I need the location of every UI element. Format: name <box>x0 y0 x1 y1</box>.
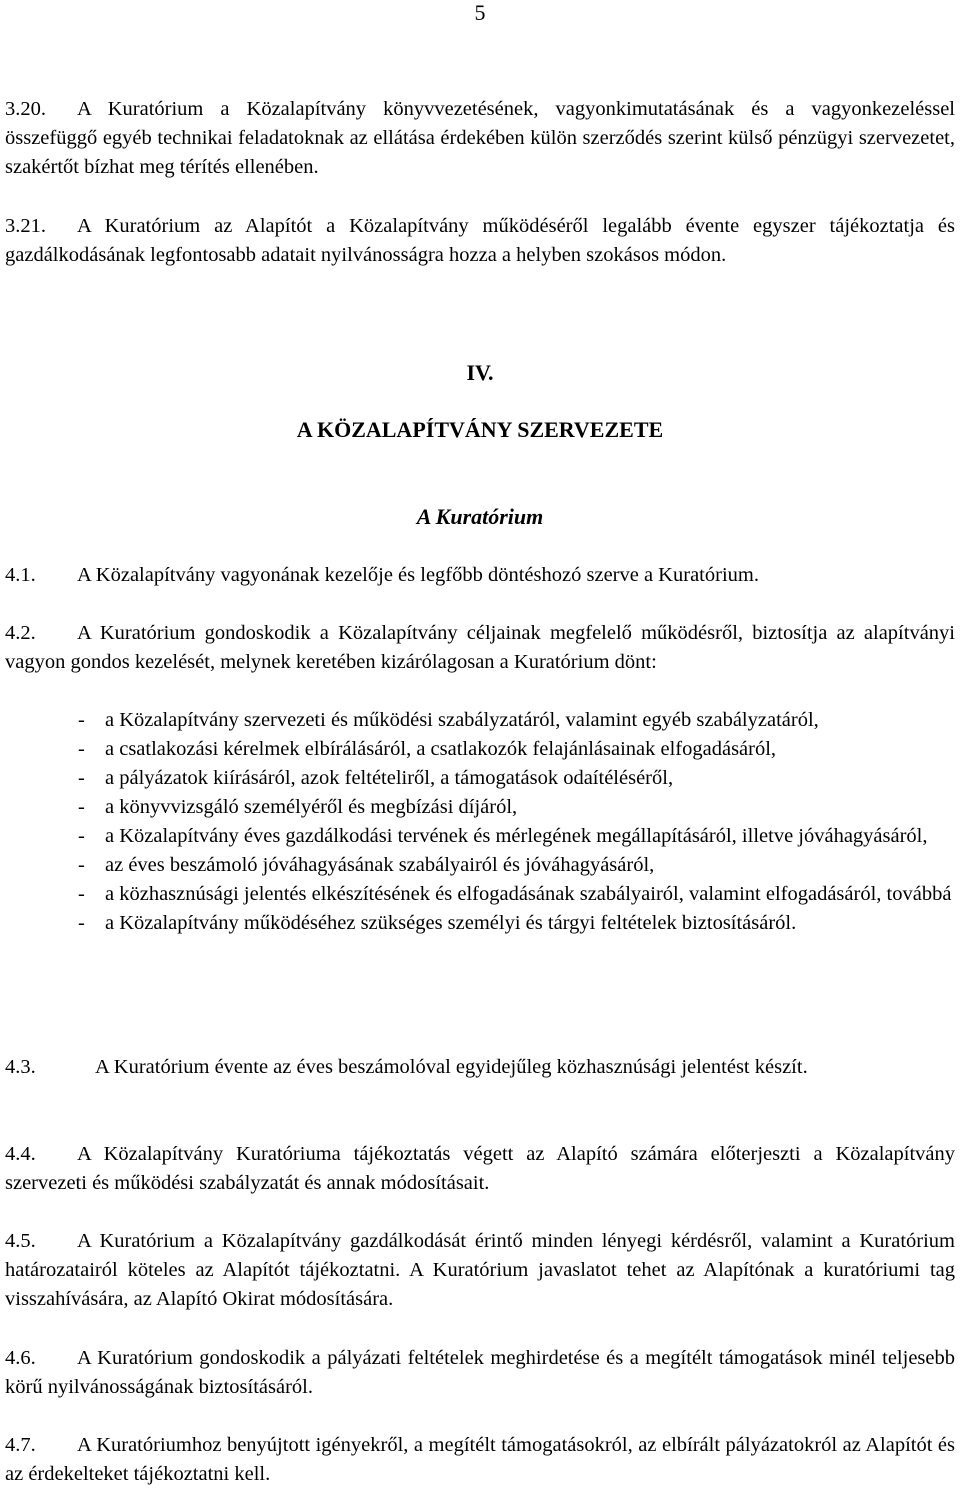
list-item <box>78 706 955 735</box>
list-dash: - <box>78 825 85 847</box>
paragraph-text: A Közalapítvány Kuratóriuma tájékoztatás végett az Alapító számára előterjeszti a Közalapítvány szervezeti és működési szabályzatát és annak módosításait. <box>5 1143 955 1194</box>
list-item-text: a Közalapítvány működéséhez szükséges személyi és tárgyi feltételek biztosításáról. <box>105 912 797 934</box>
paragraph-text: A Kuratórium gondoskodik a pályázati feltételek meghirdetése és a megítélt támogatások minél teljesebb körű nyilvánosságának biztosításáról. <box>5 1347 955 1398</box>
list-item <box>78 880 955 909</box>
list-item-text: a közhasznúsági jelentés elkészítésének és elfogadásának szabályairól, valamint elfogadásáról, továbbá <box>105 883 952 905</box>
paragraph-text: A Kuratóriumhoz benyújtott igényekről, a megítélt támogatásokról, az elbírált pályázatokról az Alapítót és az érdekelteket tájékoztatni kell. <box>5 1434 955 1485</box>
paragraph-4-5 <box>5 1227 955 1314</box>
paragraph-text: A Kuratórium az Alapítót a Közalapítvány működéséről legalább évente egyszer tájékoztatja és gazdálkodásának legfontosabb adatait nyilvánosságra hozza a helyben szokásos módon. <box>5 215 955 266</box>
section-subtitle: A Kuratórium <box>416 504 544 529</box>
list-item <box>78 909 955 938</box>
list-dash: - <box>78 767 85 789</box>
paragraph-number: 4.7. <box>5 1434 36 1456</box>
list-item <box>78 851 955 880</box>
list-item <box>78 764 955 793</box>
list-item <box>78 822 955 851</box>
list-item <box>78 735 955 764</box>
list-dash: - <box>78 796 85 818</box>
paragraph-number: 4.3. <box>5 1056 36 1078</box>
page-number: 5 <box>474 0 486 25</box>
list-item-text: a Közalapítvány szervezeti és működési szabályzatáról, valamint egyéb szabályzatáról, <box>105 709 819 731</box>
list-item-text: a csatlakozási kérelmek elbírálásáról, a csatlakozók felajánlásainak elfogadásáról, <box>105 738 777 760</box>
list-item-text: az éves beszámoló jóváhagyásának szabályairól és jóváhagyásáról, <box>105 854 655 876</box>
list-dash: - <box>78 738 85 760</box>
list-item-text: a Közalapítvány éves gazdálkodási tervének és mérlegének megállapításáról, illetve jóváhagyásáról, <box>105 825 928 847</box>
list-dash: - <box>78 912 85 934</box>
paragraph-3-20 <box>5 95 955 182</box>
paragraph-number: 3.21. <box>5 215 46 237</box>
paragraph-text: A Kuratórium gondoskodik a Közalapítvány céljainak megfelelő működésről, biztosítja az alapítványi vagyon gondos kezelését, melynek keretében kizárólagosan a Kuratórium dönt: <box>5 622 955 673</box>
paragraph-4-4 <box>5 1140 955 1198</box>
list-item-text: a könyvvizsgáló személyéről és megbízási díjáról, <box>105 796 518 818</box>
section-roman-numeral: IV. <box>466 360 494 385</box>
paragraph-3-21 <box>5 212 955 270</box>
list-item-text: a pályázatok kiírásáról, azok feltételiről, a támogatások odaítéléséről, <box>105 767 674 789</box>
paragraph-number: 4.6. <box>5 1347 36 1369</box>
decision-list <box>78 706 955 938</box>
list-item <box>78 793 955 822</box>
paragraph-4-1 <box>5 561 955 590</box>
paragraph-number: 4.2. <box>5 622 36 644</box>
paragraph-text: A Kuratórium a Közalapítvány gazdálkodását érintő minden lényegi kérdésről, valamint a Kuratórium határozatairól köteles az Alapítót tájékoztatni. A Kuratórium javaslatot tehet az Alapítónak a kuratóriumi tag visszahívására, az Alapító Okirat módosítására. <box>5 1230 955 1310</box>
paragraph-text: A Kuratórium a Közalapítvány könyvvezetésének, vagyonkimutatásának és a vagyonkezeléssel összefüggő egyéb technikai feladatoknak az ellátása érdekében külön szerződés szerint külső pénzügyi szervezetet, szakértőt bízhat meg térítés ellenében. <box>5 98 955 178</box>
list-dash: - <box>78 883 85 905</box>
paragraph-text: A Közalapítvány vagyonának kezelője és legfőbb döntéshozó szerve a Kuratórium. <box>77 564 759 586</box>
list-dash: - <box>78 854 85 876</box>
paragraph-4-7 <box>5 1431 955 1489</box>
paragraph-4-2 <box>5 619 955 677</box>
paragraph-4-6 <box>5 1344 955 1402</box>
paragraph-number: 4.5. <box>5 1230 36 1252</box>
section-title: A KÖZALAPÍTVÁNY SZERVEZETE <box>296 417 664 442</box>
paragraph-text: A Kuratórium évente az éves beszámolóval egyidejűleg közhasznúsági jelentést készít. <box>95 1056 808 1078</box>
paragraph-number: 4.1. <box>5 564 36 586</box>
paragraph-number: 3.20. <box>5 98 46 120</box>
paragraph-4-3 <box>5 1053 955 1082</box>
paragraph-number: 4.4. <box>5 1143 36 1165</box>
list-dash: - <box>78 709 85 731</box>
